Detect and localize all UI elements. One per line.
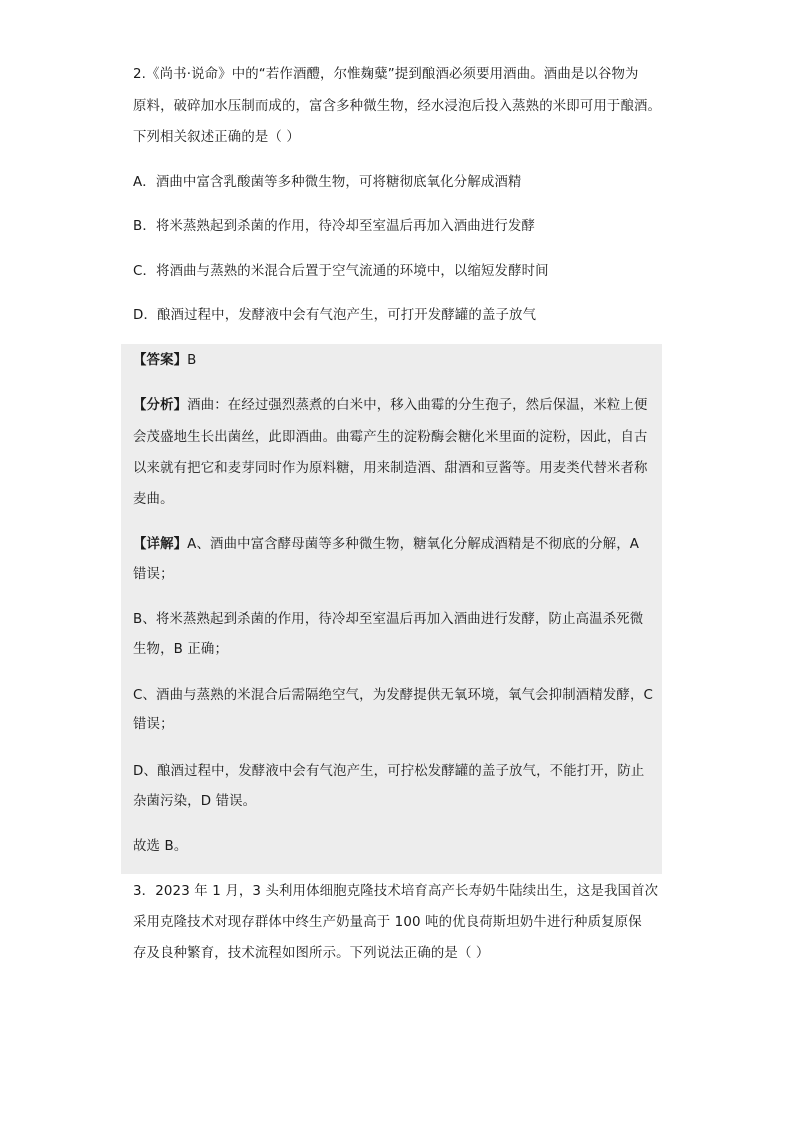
q3-stem-line-3: 存及良种繁育，技术流程如图所示。下列说法正确的是（ ） <box>133 946 490 961</box>
answer-label: 【答案】 <box>133 353 188 368</box>
answer-value: B <box>187 353 197 368</box>
analysis-line-1 <box>133 397 648 415</box>
analysis-text-1: 酒曲：在经过强烈蒸煮的白米中，移入曲霉的分生孢子，然后保温，米粒上便 <box>187 398 648 413</box>
q2-stem-line-3: 下列相关叙述正确的是（ ） <box>133 130 300 145</box>
q3-stem-line-2: 采用克隆技术对现存群体中终生产奶量高于 100 吨的优良荷斯坦奶牛进行种质复原保 <box>133 915 642 930</box>
conclusion: 故选 B。 <box>133 839 188 854</box>
q2-option-a: A．酒曲中富含乳酸菌等多种微生物，可将糖彻底氧化分解成酒精 <box>133 175 522 190</box>
detail-b-line-2: 生物，B 正确； <box>133 642 228 657</box>
q2-stem-line-2: 原料，破碎加水压制而成的，富含多种微生物，经水浸泡后投入蒸熟的米即可用于酿酒。 <box>133 99 662 114</box>
q2-option-d: D．酿酒过程中，发酵液中会有气泡产生，可打开发酵罐的盖子放气 <box>133 308 537 323</box>
detail-a-line-1 <box>133 536 639 554</box>
detail-a-text-1: A、酒曲中富含酵母菌等多种微生物，糖氧化分解成酒精是不彻底的分解，A <box>187 537 640 552</box>
analysis-line-2: 会茂盛地生长出菌丝，此即酒曲。曲霉产生的淀粉酶会糖化米里面的淀粉，因此，自古 <box>133 430 648 445</box>
detail-c-line-1: C、酒曲与蒸熟的米混合后需隔绝空气，为发酵提供无氧环境，氧气会抑制酒精发酵，C <box>133 688 653 703</box>
q2-stem-line-1: 2.《尚书·说命》中的“若作酒醴，尔惟麹糵”提到酿酒必须要用酒曲。酒曲是以谷物为 <box>133 67 639 82</box>
q3-stem-line-1: 3．2023 年 1 月，3 头利用体细胞克隆技术培育高产长寿奶牛陆续出生，这是我国首次 <box>133 884 659 899</box>
analysis-label: 【分析】 <box>133 398 188 413</box>
detail-d-line-1: D、酿酒过程中，发酵液中会有气泡产生，可拧松发酵罐的盖子放气，不能打开，防止 <box>133 764 645 779</box>
detail-b-line-1: B、将米蒸熟起到杀菌的作用，待冷却至室温后再加入酒曲进行发酵，防止高温杀死微 <box>133 612 644 627</box>
q2-option-c: C．将酒曲与蒸熟的米混合后置于空气流通的环境中，以缩短发酵时间 <box>133 264 549 279</box>
analysis-line-3: 以来就有把它和麦芽同时作为原料糖，用来制造酒、甜酒和豆酱等。用麦类代替米者称 <box>133 461 648 476</box>
answer-line <box>133 352 197 370</box>
q2-option-b: B．将米蒸熟起到杀菌的作用，待冷却至室温后再加入酒曲进行发酵 <box>133 219 536 234</box>
detail-label: 【详解】 <box>133 537 188 552</box>
detail-a-line-2: 错误； <box>133 567 174 582</box>
analysis-line-4: 麦曲。 <box>133 492 174 507</box>
detail-c-line-2: 错误； <box>133 717 174 732</box>
detail-d-line-2: 杂菌污染，D 错误。 <box>133 794 257 809</box>
